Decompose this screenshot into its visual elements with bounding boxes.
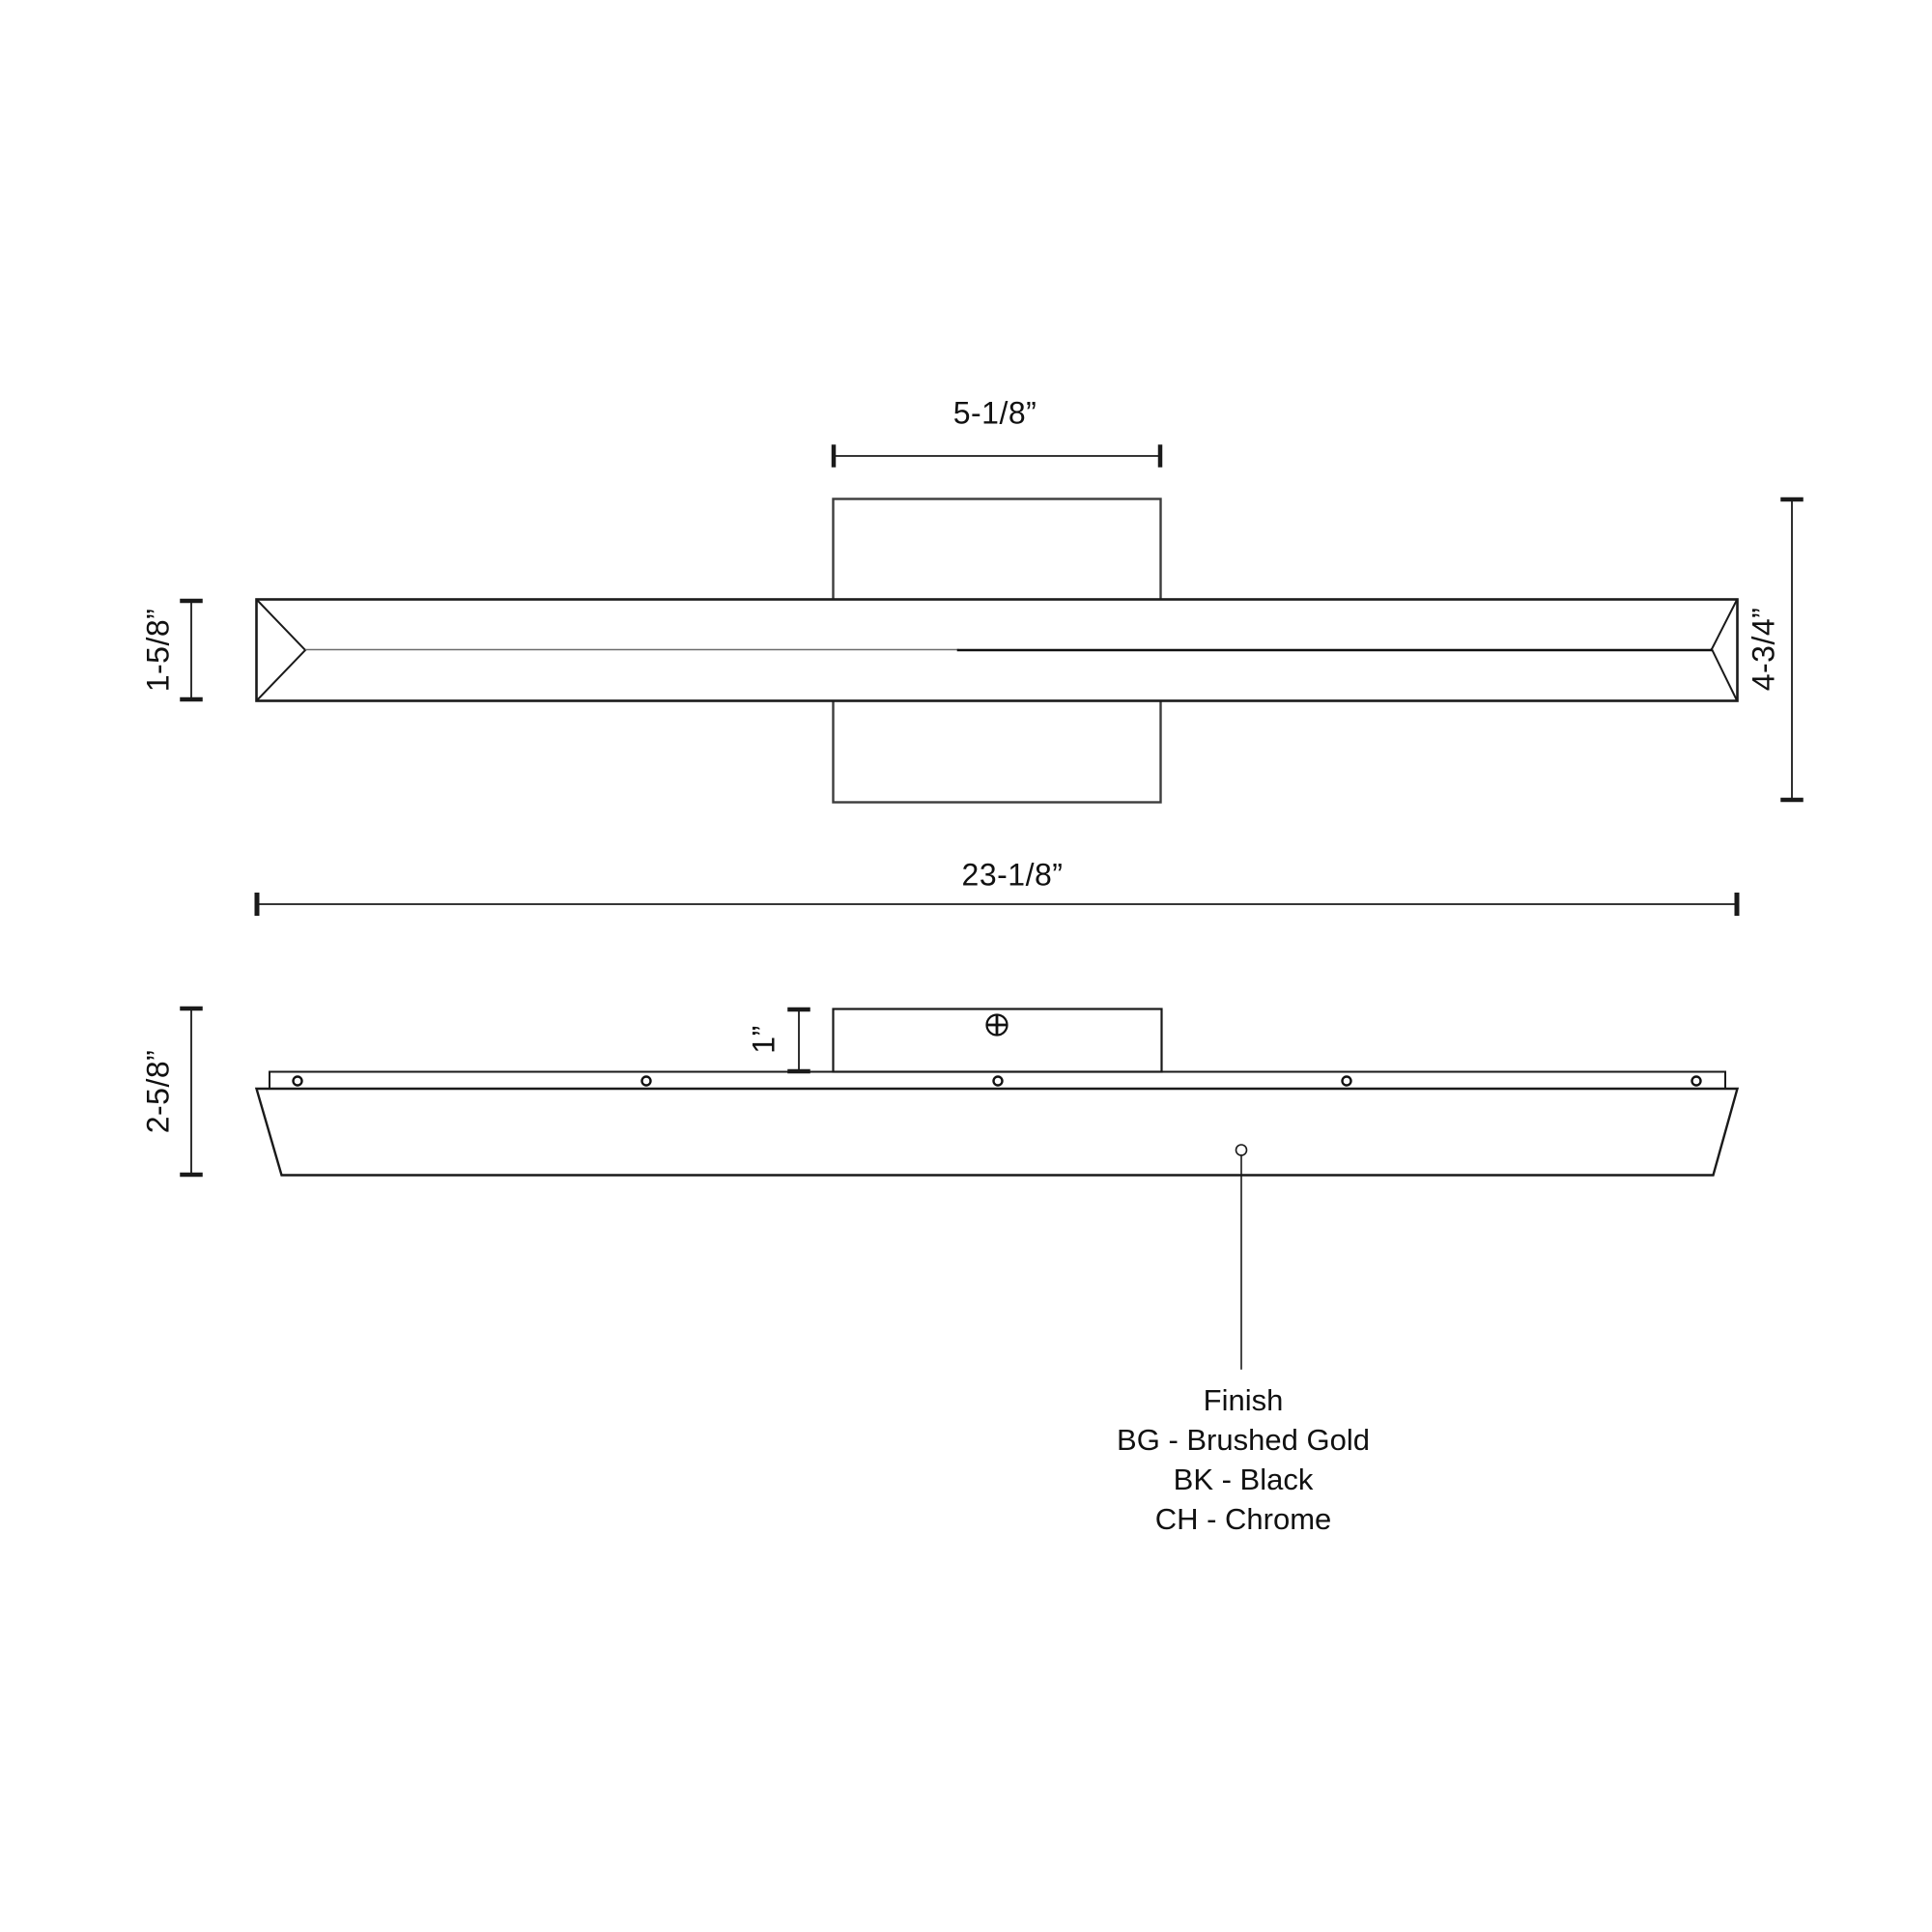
dim-label-plate-width: 5-1/8” (952, 395, 1037, 431)
dim-plate-width (834, 447, 1160, 466)
finish-note-title: Finish (1203, 1383, 1284, 1417)
dim-label-overall-depth: 2-5/8” (140, 1049, 176, 1134)
dim-label-overall-length: 23-1/8” (961, 857, 1064, 893)
phillips-screw-icon (987, 1015, 1008, 1036)
top-view (257, 499, 1738, 803)
finish-option-brushed-gold: BG - Brushed Gold (1117, 1423, 1370, 1457)
dim-overall-length (257, 895, 1737, 914)
dim-bar-height (183, 601, 201, 699)
plate-screws (294, 1077, 1701, 1086)
finish-leader (1236, 1145, 1247, 1369)
dim-label-canopy-depth: 1” (746, 1025, 781, 1054)
screw-icon (294, 1077, 302, 1086)
dim-label-plate-height: 4-3/4” (1746, 607, 1781, 692)
dim-overall-depth (183, 1009, 201, 1175)
screw-icon (1692, 1077, 1701, 1086)
finish-note (1117, 1380, 1370, 1539)
dim-label-bar-height: 1-5/8” (140, 608, 176, 693)
screw-icon (1343, 1077, 1351, 1086)
shade-body-outline (257, 1089, 1738, 1176)
leader-dot (1236, 1145, 1247, 1155)
finish-option-black: BK - Black (1173, 1463, 1314, 1496)
side-view (257, 1009, 1738, 1176)
dim-plate-height (1783, 499, 1802, 800)
dim-canopy-depth (790, 1009, 809, 1071)
finish-option-chrome: CH - Chrome (1154, 1502, 1332, 1536)
screw-icon (642, 1077, 651, 1086)
screw-icon (994, 1077, 1003, 1086)
